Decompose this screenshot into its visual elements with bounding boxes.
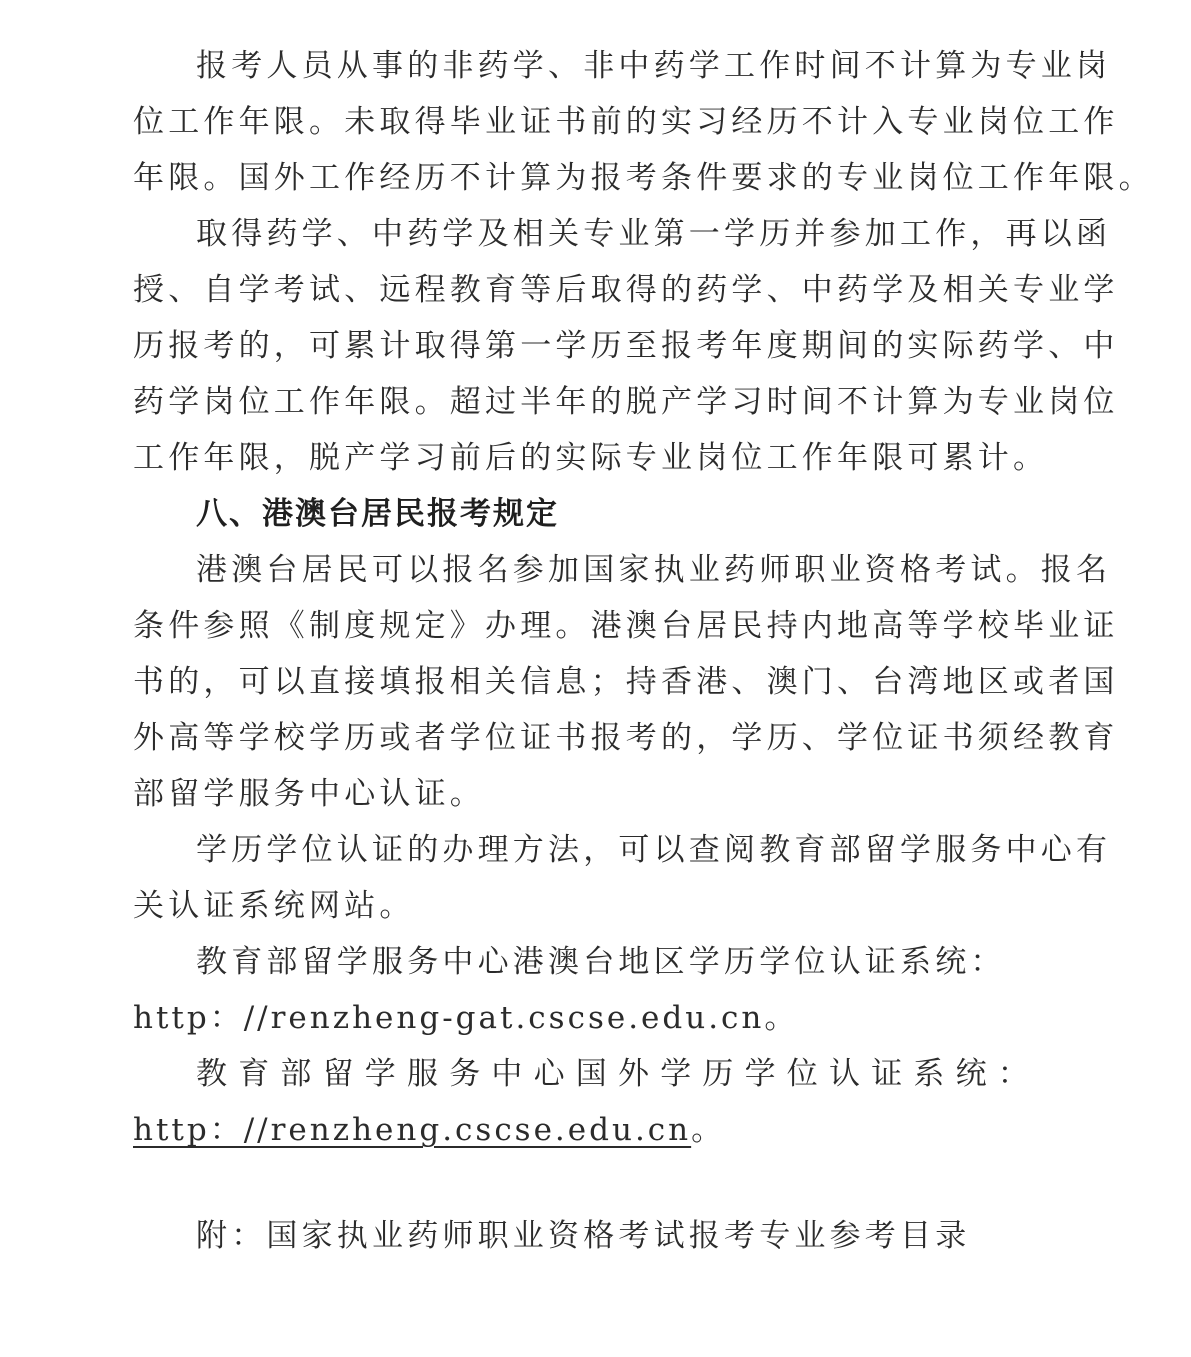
paragraph-line: 药学岗位工作年限。超过半年的脱产学习时间不计算为专业岗位 [133,384,1119,420]
paragraph-line: 学历学位认证的办理方法，可以查阅教育部留学服务中心有 [196,832,1112,868]
paragraph-line: 关认证系统网站。 [133,888,415,924]
system-label-foreign: 教育部留学服务中心国外学历学位认证系统： [196,1056,1040,1092]
paragraph-line: 港澳台居民可以报名参加国家执业药师职业资格考试。报名 [196,552,1112,588]
url-foreign-line [133,1102,1023,1158]
system-label-gat: 教育部留学服务中心港澳台地区学历学位认证系统： [196,944,1006,980]
url-suffix: 。 [691,1112,726,1148]
paragraph-line: 书的，可以直接填报相关信息；持香港、澳门、台湾地区或者国 [133,664,1119,700]
section-heading: 八、港澳台居民报考规定 [196,496,559,532]
paragraph-line: 授、自学考试、远程教育等后取得的药学、中药学及相关专业学 [133,272,1119,308]
attachment-note: 附：国家执业药师职业资格考试报考专业参考目录 [196,1218,971,1254]
paragraph-line: 条件参照《制度规定》办理。港澳台居民持内地高等学校毕业证 [133,608,1119,644]
paragraph-line: 部留学服务中心认证。 [133,776,485,812]
paragraph-line: 取得药学、中药学及相关专业第一学历并参加工作，再以函 [196,216,1112,252]
paragraph-line: 历报考的，可累计取得第一学历至报考年度期间的实际药学、中 [133,328,1119,364]
url-gat: http：//renzheng-gat.cscse.edu.cn。 [133,1000,799,1036]
paragraph-line: 位工作年限。未取得毕业证书前的实习经历不计入专业岗位工作 [133,104,1119,140]
paragraph-line: 外高等学校学历或者学位证书报考的，学历、学位证书须经教育 [133,720,1119,756]
url-foreign-link[interactable]: http：//renzheng.cscse.edu.cn [133,1112,692,1148]
paragraph-line: 工作年限，脱产学习前后的实际专业岗位工作年限可累计。 [133,440,1049,476]
paragraph-line: 年限。国外工作经历不计算为报考条件要求的专业岗位工作年限。 [133,160,1154,196]
paragraph-line: 报考人员从事的非药学、非中药学工作时间不计算为专业岗 [196,48,1112,84]
